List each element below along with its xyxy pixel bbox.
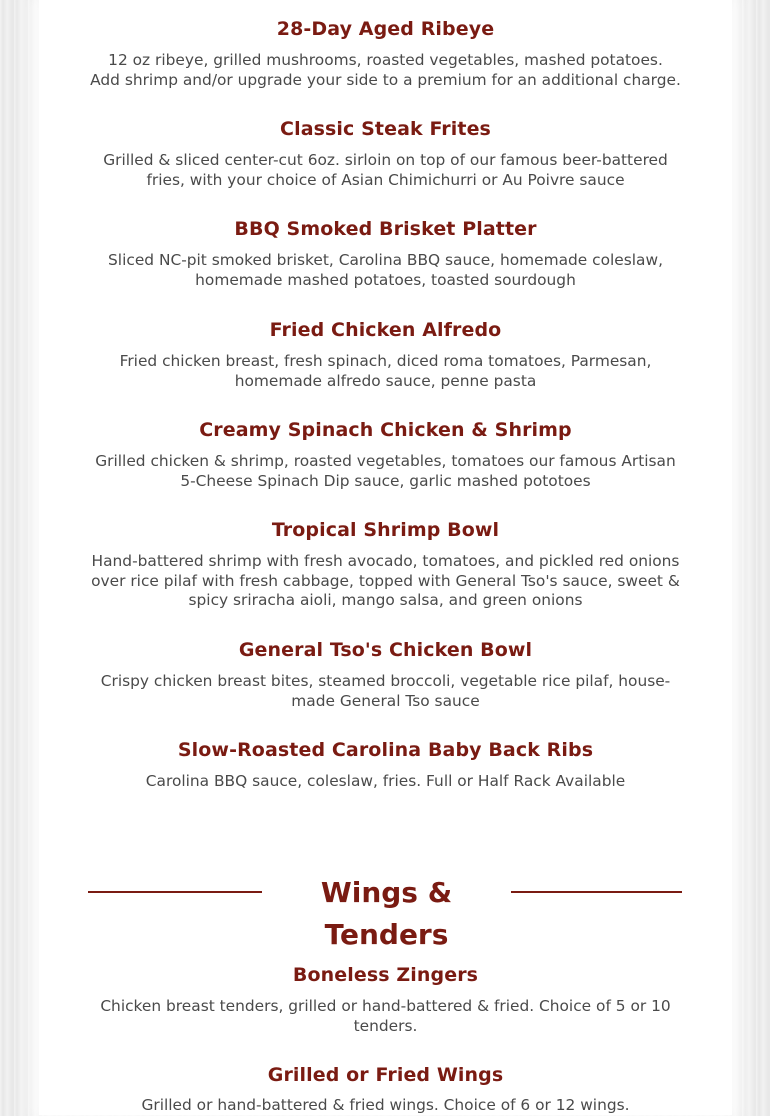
- description-line: over rice pilaf with fresh cabbage, topped with General Tso's sauce, sweet &: [91, 571, 680, 590]
- menu-item-name: Creamy Spinach Chicken & Shrimp: [199, 419, 572, 441]
- description-line: homemade mashed potatoes, toasted sourdough: [195, 270, 576, 289]
- menu-item-description: [86, 997, 686, 1036]
- menu-item-name: Slow-Roasted Carolina Baby Back Ribs: [177, 739, 594, 761]
- menu-item: [39, 519, 732, 611]
- menu-item: [39, 118, 732, 190]
- menu-page: [39, 0, 732, 1115]
- menu-item-description: [86, 251, 686, 290]
- menu-item: [39, 964, 732, 1036]
- menu-item-description: [86, 672, 686, 711]
- description-line: Hand-battered shrimp with fresh avocado, tomatoes, and pickled red onions: [91, 552, 680, 570]
- description-line: Grilled or hand-battered & fried wings. Choice of 6 or 12 wings.: [141, 1096, 630, 1114]
- menu-item: [39, 319, 732, 391]
- menu-item-description: [86, 151, 686, 190]
- section-title: Wings & Tenders: [320, 876, 453, 951]
- menu-item: [39, 218, 732, 290]
- menu-item: [39, 739, 732, 792]
- description-line: Grilled & sliced center-cut 6oz. sirloin on top of our famous beer-battered: [103, 151, 668, 169]
- menu-item-name: Grilled or Fried Wings: [267, 1064, 504, 1086]
- description-line: made General Tso sauce: [291, 691, 480, 710]
- description-line: Sliced NC-pit smoked brisket, Carolina BBQ sauce, homemade coleslaw,: [108, 251, 663, 269]
- description-line: Add shrimp and/or upgrade your side to a premium for an additional charge.: [90, 70, 681, 89]
- heading-divider-right: [511, 891, 682, 893]
- menu-item-description: [86, 352, 686, 391]
- menu-item-name: Fried Chicken Alfredo: [269, 319, 502, 341]
- menu-item-name: BBQ Smoked Brisket Platter: [234, 218, 537, 240]
- description-line: 5-Cheese Spinach Dip sauce, garlic mashed pototoes: [180, 471, 591, 490]
- section-heading-wings-tenders: [88, 872, 682, 951]
- description-line: homemade alfredo sauce, penne pasta: [234, 371, 537, 390]
- menu-item-name: Boneless Zingers: [292, 964, 479, 986]
- description-line: Chicken breast tenders, grilled or hand-battered & fried. Choice of 5 or 10: [100, 997, 671, 1015]
- menu-item: [39, 639, 732, 711]
- menu-item: [39, 419, 732, 491]
- menu-item-name: 28-Day Aged Ribeye: [276, 18, 495, 40]
- menu-item: [39, 18, 732, 90]
- menu-item-description: [86, 552, 686, 611]
- menu-item-description: [86, 452, 686, 491]
- description-line: Crispy chicken breast bites, steamed broccoli, vegetable rice pilaf, house-: [100, 672, 671, 690]
- menu-item-name: General Tso's Chicken Bowl: [238, 639, 533, 661]
- heading-divider-left: [88, 891, 262, 893]
- description-line: 12 oz ribeye, grilled mushrooms, roasted vegetables, mashed potatoes.: [108, 51, 663, 69]
- menu-item-description: [86, 1096, 686, 1116]
- menu-item: [39, 1064, 732, 1116]
- description-line: tenders.: [353, 1016, 418, 1035]
- menu-item-name: Tropical Shrimp Bowl: [271, 519, 500, 541]
- description-line: Grilled chicken & shrimp, roasted vegetables, tomatoes our famous Artisan: [95, 452, 676, 470]
- menu-item-description: [86, 772, 686, 792]
- description-line: spicy sriracha aioli, mango salsa, and green onions: [188, 591, 583, 609]
- description-line: Fried chicken breast, fresh spinach, diced roma tomatoes, Parmesan,: [119, 352, 652, 370]
- menu-item-name: Classic Steak Frites: [280, 118, 491, 140]
- description-line: Carolina BBQ sauce, coleslaw, fries. Full or Half Rack Available: [145, 772, 626, 790]
- menu-item-description: [86, 51, 686, 90]
- description-line: fries, with your choice of Asian Chimichurri or Au Poivre sauce: [146, 170, 625, 189]
